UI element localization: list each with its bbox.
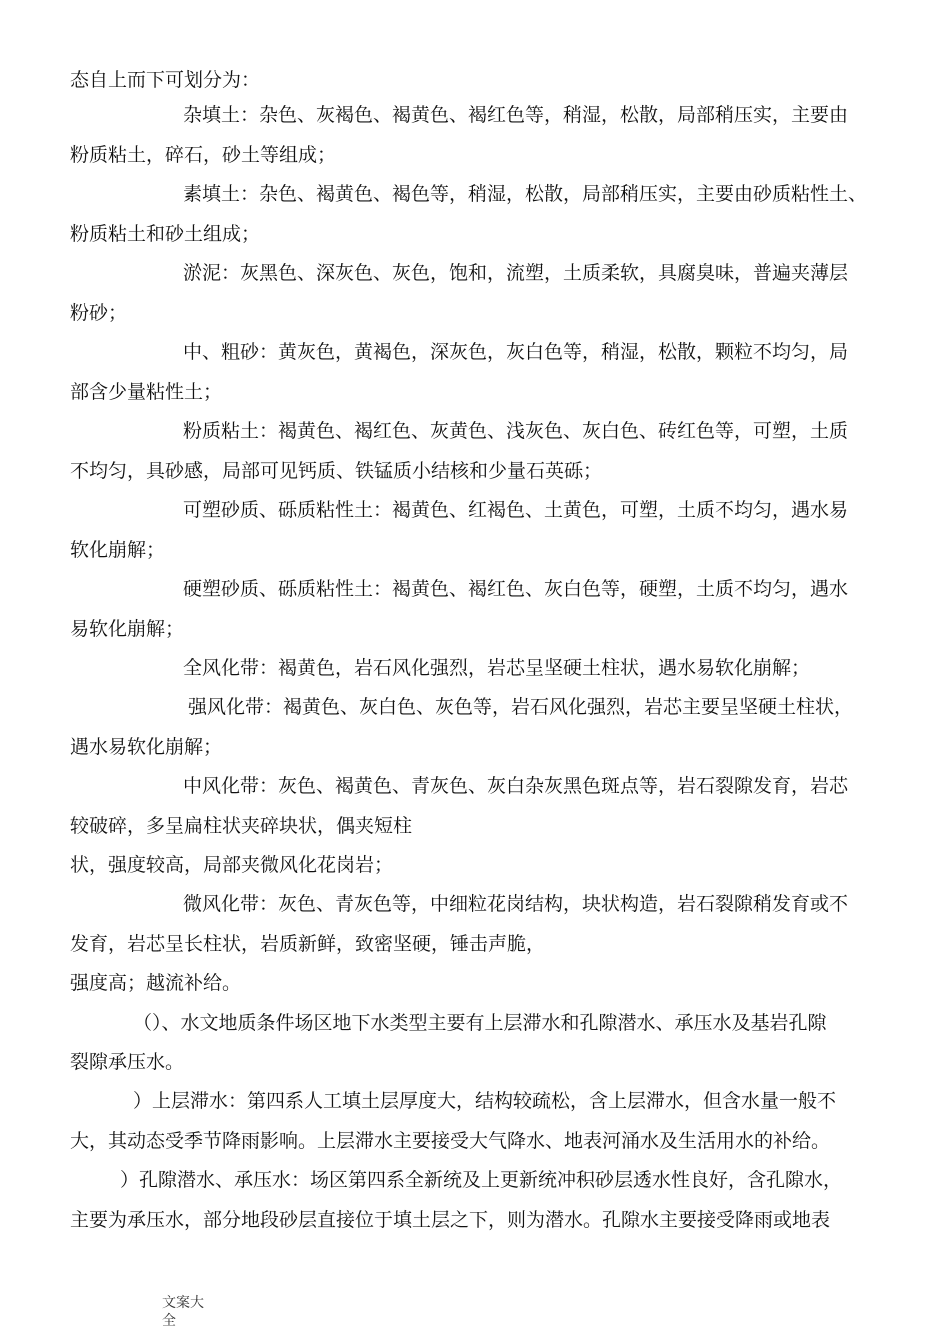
text-line: 淤泥：灰黑色、深灰色、灰色，饱和，流塑，土质柔软，具腐臭味，普遍夹薄层	[183, 262, 849, 284]
text-line: 可塑砂质、砾质粘性土：褐黄色、红褐色、土黄色，可塑，土质不均匀，遇水易	[183, 499, 849, 521]
text-line: 硬塑砂质、砾质粘性土：褐黄色、褐红色、灰白色等，硬塑，土质不均匀，遇水	[183, 578, 849, 600]
text-line: 粉质粘土：褐黄色、褐红色、灰黄色、浅灰色、灰白色、砖红色等，可塑，土质	[183, 420, 849, 442]
text-line: 杂填土：杂色、灰褐色、褐黄色、褐红色等，稍湿，松散，局部稍压实，主要由	[183, 104, 849, 126]
text-line: 粉砂；	[70, 302, 128, 324]
text-line: 中风化带：灰色、褐黄色、青灰色、灰白杂灰黑色斑点等，岩石裂隙发育，岩芯	[183, 775, 849, 797]
text-line: 主要为承压水，部分地段砂层直接位于填土层之下，则为潜水。孔隙水主要接受降雨或地表	[70, 1209, 831, 1231]
text-line: 发育，岩芯呈长柱状，岩质新鲜，致密坚硬，锤击声脆，	[70, 933, 546, 955]
text-line: 态自上而下可划分为：	[70, 69, 261, 91]
text-line: 部含少量粘性土；	[70, 381, 223, 403]
text-line: （）、水文地质条件场区地下水类型主要有上层滞水和孔隙潜水、承压水及基岩孔隙	[133, 1012, 827, 1034]
text-line: 较破碎，多呈扁柱状夹碎块状，偶夹短柱	[70, 815, 413, 837]
text-line: 粉质粘土，碎石，砂土等组成；	[70, 144, 337, 166]
text-line: ）上层滞水：第四系人工填土层厚度大，结构较疏松，含上层滞水，但含水量一般不	[133, 1090, 837, 1112]
text-line: 全风化带：褐黄色，岩石风化强烈，岩芯呈坚硬土柱状，遇水易软化崩解；	[183, 657, 811, 679]
text-line: 粉质粘土和砂土组成；	[70, 223, 261, 245]
text-line: 素填土：杂色、褐黄色、褐色等，稍湿，松散，局部稍压实，主要由砂质粘性土、	[183, 183, 868, 205]
text-line: 不均匀，具砂感，局部可见钙质、铁锰质小结核和少量石英砾；	[70, 460, 603, 482]
text-line: 大，其动态受季节降雨影响。上层滞水主要接受大气降水、地表河涌水及生活用水的补给。	[70, 1130, 831, 1152]
text-line: 遇水易软化崩解；	[70, 736, 223, 758]
text-line: 软化崩解；	[70, 539, 166, 561]
footer-text: 文案大全	[162, 1295, 204, 1329]
text-line: 强风化带：褐黄色、灰白色、灰色等，岩石风化强烈，岩芯主要呈坚硬土柱状，	[188, 696, 854, 718]
text-line: 微风化带：灰色、青灰色等，中细粒花岗结构，块状构造，岩石裂隙稍发育或不	[183, 893, 849, 915]
text-line: 状，强度较高，局部夹微风化花岗岩；	[70, 854, 394, 876]
text-line: ）孔隙潜水、承压水：场区第四系全新统及上更新统冲积砂层透水性良好，含孔隙水，	[120, 1169, 843, 1191]
text-line: 强度高；越流补给。	[70, 972, 242, 994]
text-line: 中、粗砂：黄灰色，黄褐色，深灰色，灰白色等，稍湿，松散，颗粒不均匀，局	[183, 341, 849, 363]
text-line: 裂隙承压水。	[70, 1051, 185, 1073]
text-line: 易软化崩解；	[70, 618, 185, 640]
